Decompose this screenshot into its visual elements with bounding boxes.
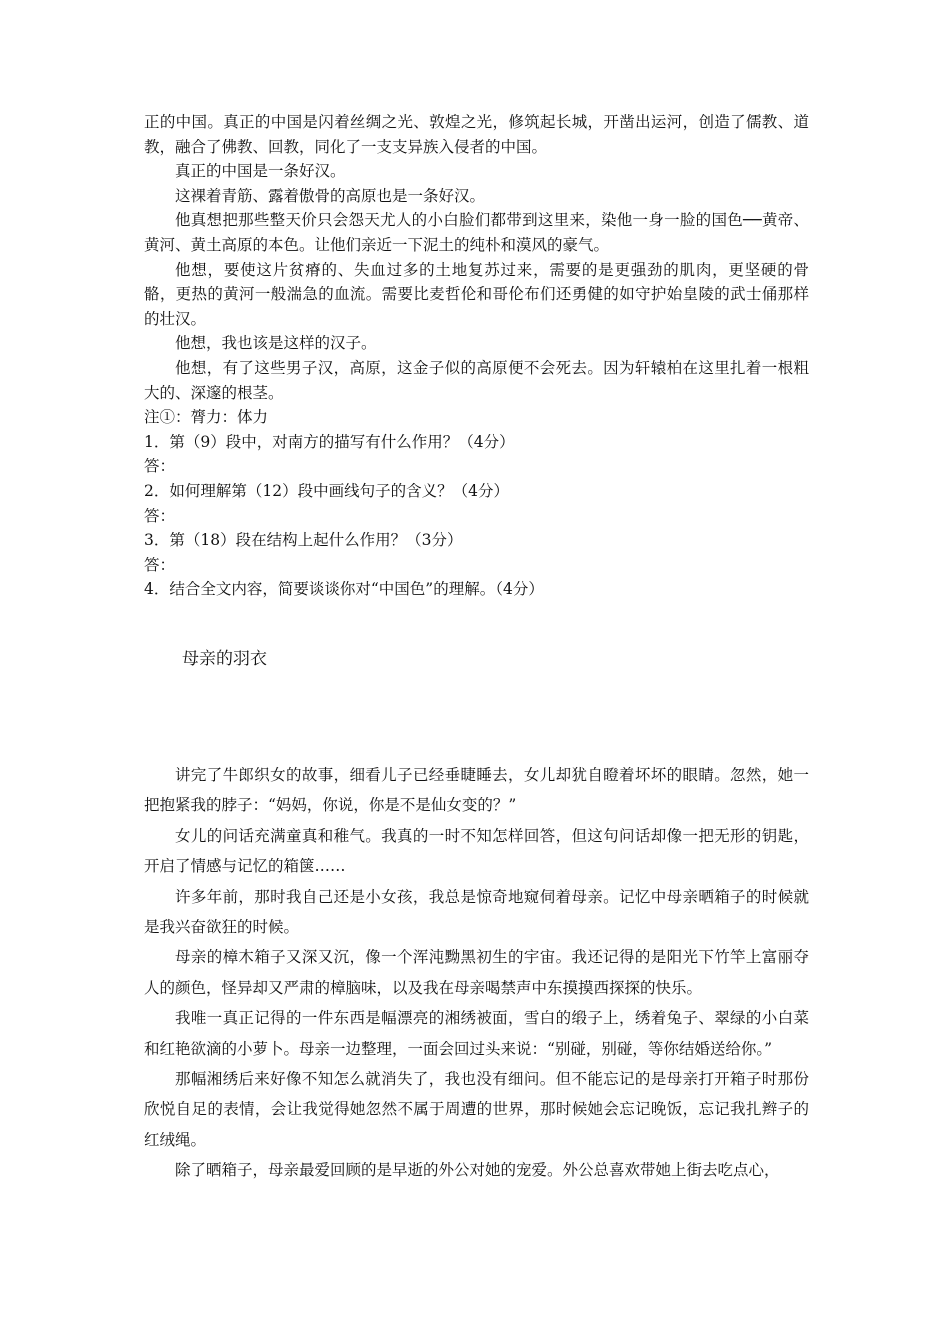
- paragraph: 许多年前，那时我自己还是小女孩，我总是惊奇地窥伺着母亲。记忆中母亲晒箱子的时候就是我兴奋欲狂的时候。: [144, 887, 809, 937]
- paragraph: 那幅湘绣后来好像不知怎么就消失了，我也没有细问。但不能忘记的是母亲打开箱子时那份欣悦自足的表情，会让我觉得她忽然不属于周遭的世界，那时候她会忘记晚饭，忘记我扎辫子的红绒绳。: [144, 1070, 809, 1149]
- paragraph: 女儿的问话充满童真和稚气。我真的一时不知怎样回答，但这句问话却像一把无形的钥匙，开启了情感与记忆的箱箧……: [144, 826, 809, 876]
- question-2: 2．如何理解第（12）段中画线句子的含义？（4分）: [144, 481, 509, 500]
- paragraph: 这裸着青筋、露着傲骨的高原也是一条好汉。: [175, 186, 486, 205]
- paragraph: 他想，有了这些男子汉，高原，这金子似的高原便不会死去。因为轩辕柏在这里扎着一根粗大的、深邃的根茎。: [144, 358, 809, 402]
- answer-label-3: 答：: [144, 555, 176, 574]
- essay-title: 母亲的羽衣: [182, 649, 267, 669]
- paragraph: 母亲的樟木箱子又深又沉，像一个浑沌黝黑初生的宇宙。我还记得的是阳光下竹竿上富丽夺人的颜色，怪异却又严肃的樟脑味，以及我在母亲喝禁声中东摸摸西探探的快乐。: [144, 948, 809, 997]
- paragraph: 正的中国。真正的中国是闪着丝绸之光、敦煌之光，修筑起长城，开凿出运河，创造了儒教、道教，融合了佛教、回教，同化了一支支异族入侵者的中国。: [144, 113, 809, 156]
- paragraph: 除了晒箱子，母亲最爱回顾的是早逝的外公对她的宠爱。外公总喜欢带她上街去吃点心，: [175, 1161, 780, 1180]
- paragraph: 他想，我也该是这样的汉子。: [175, 334, 377, 353]
- paragraph: 我唯一真正记得的一件东西是幅漂亮的湘绣被面，雪白的缎子上，绣着兔子、翠绿的小白菜和红艳欲滴的小萝卜。母亲一边整理，一面会回过头来说：“别碰，别碰，等你结婚送给你。”: [144, 1009, 809, 1058]
- reading-passage-end: [144, 110, 809, 602]
- question-3: 3．第（18）段在结构上起什么作用？（3分）: [144, 531, 463, 550]
- answer-label-2: 答：: [144, 506, 176, 525]
- paragraph: 讲完了牛郎织女的故事，细看儿子已经垂睫睡去，女儿却犹自瞪着坏坏的眼睛。忽然，她一把抱紧我的脖子：“妈妈，你说，你是不是仙女变的？”: [144, 766, 809, 815]
- footnote: 注①：膂力：体力: [144, 408, 269, 427]
- answer-label-1: 答：: [144, 457, 176, 476]
- question-1: 1．第（9）段中，对南方的描写有什么作用？（4分）: [144, 432, 515, 451]
- paragraph: 他真想把那些整天价只会怨天尤人的小白脸们都带到这里来，染他一身一脸的国色──黄帝、黄河、黄土高原的本色。让他们亲近一下泥土的纯朴和漠风的豪气。: [144, 211, 809, 254]
- question-4: 4．结合全文内容，简要谈谈你对“中国色”的理解。（4分）: [144, 580, 544, 599]
- paragraph: 真正的中国是一条好汉。: [175, 162, 346, 181]
- paragraph: 他想，要使这片贫瘠的、失血过多的土地复苏过来，需要的是更强劲的肌肉，更坚硬的骨骼，更热的黄河一般湍急的血流。需要比麦哲伦和哥伦布们还勇健的如守护始皇陵的武士俑那样的壮汉。: [144, 260, 809, 328]
- essay-body: [144, 760, 809, 1186]
